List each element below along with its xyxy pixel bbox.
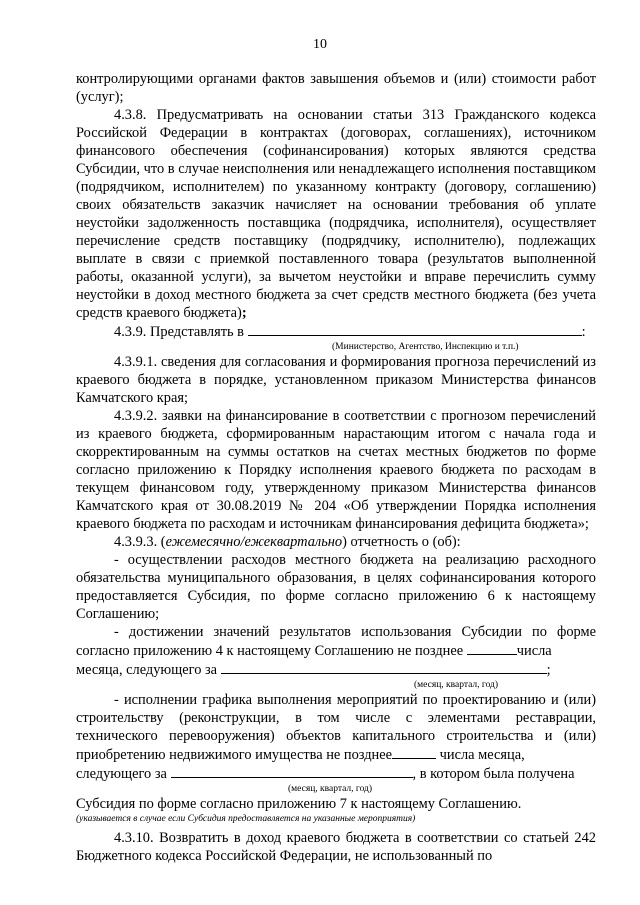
- paragraph-4-3-8: [76, 106, 596, 322]
- bullet-results-text: - достижении значений результатов использования Субсидии по форме согласно приложению 4 к настоящему Соглашению не позднее: [76, 624, 596, 659]
- paragraph-4-3-10: 4.3.10. Возвратить в доход краевого бюджета в соответствии со статьей 242 Бюджетного кодекса Российской Федерации, не использованный по: [76, 830, 596, 864]
- hint-period-2: (месяц, квартал, год): [288, 784, 373, 794]
- bullet-schedule-month-label: следующего за: [76, 766, 167, 782]
- paragraph-4-3-9-end: :: [581, 324, 586, 340]
- periodicity-option: ежемесячно/ежеквартально: [165, 534, 343, 550]
- paragraph-4-3-9-label: 4.3.9. Представлять в: [114, 324, 244, 340]
- hint-ministry: (Министерство, Агентство, Инспекцию и т.п.): [332, 342, 519, 352]
- bullet-schedule: [76, 691, 596, 764]
- blank-field-ministry[interactable]: [248, 322, 582, 336]
- bullet-results-day-label: числа: [516, 643, 552, 659]
- bullet-results-line2: [76, 660, 596, 679]
- blank-field-day-2[interactable]: [392, 745, 436, 759]
- paragraph-4-3-8-text: 4.3.8. Предусматривать на основании статьи 313 Гражданского кодекса Российской Федерации в контрактах (договорах, соглашениях), источником финансового обеспечения (софинансирования) которых являются средства Субсидии, что в случае неисполнения или ненадлежащего исполнения поставщиком (подрядчиком, исполнителем) по указанному контракту (договору, соглашению) своих обязательств заказчик начисляет на основании требования об уплате неустойки задолженность поставщика (подрядчика, исполнителя), осуществляет перечисление средств поставщику (подрядчику, исполнителю), подлежащих выплате в связи с приемкой поставленного товара (результатов выполненной работы, оказанной услуги), за вычетом неустойки и вправе перечислить сумму неустойки в доход местного бюджета за счет средств местного бюджета (без учета средств краевого бюджета): [76, 107, 596, 321]
- bullet-schedule-text: - исполнении графика выполнения мероприятий по проектированию и (или) строительству (реконструкции, в том числе с элементами реставрации, технического перевооружения) объектов капитального строительства и (или) приобретению недвижимого имущества не позднее: [76, 692, 596, 763]
- paragraph-4-3-9: [76, 322, 596, 341]
- bullet-expenses: - осуществлении расходов местного бюджета на реализацию расходного обязательства муниципального образования, в целях софинансирования которого предоставляется Субсидия, по форме согласно приложению 6 к настоящему Соглашению;: [76, 552, 596, 622]
- page-number: 10: [313, 37, 327, 52]
- blank-field-period[interactable]: [221, 660, 547, 674]
- paragraph-4-3-9-1: 4.3.9.1. сведения для согласования и формирования прогноза перечислений из краевого бюджета в порядке, установленном приказом Министерства финансов Камчатского края;: [76, 354, 596, 406]
- bullet-results-end: ;: [546, 662, 551, 678]
- bullet-results: [76, 623, 596, 660]
- paragraph-continuation: контролирующими органами фактов завышения объемов и (или) стоимости работ (услуг);: [76, 71, 596, 105]
- paragraph-4-3-9-3-rest: ) отчетность о (об):: [342, 534, 461, 550]
- paragraph-4-3-9-3: [76, 533, 596, 551]
- blank-field-day[interactable]: [467, 641, 517, 655]
- bullet-schedule-line2: [76, 764, 596, 783]
- paragraph-4-3-9-3-num: 4.3.9.3. (: [114, 534, 166, 550]
- bullet-schedule-received: , в котором была получена: [412, 766, 575, 782]
- hint-period-1: (месяц, квартал, год): [414, 680, 499, 690]
- blank-field-period-2[interactable]: [171, 764, 413, 778]
- bullet-schedule-day-label: числа месяца,: [439, 747, 525, 763]
- note-schedule: (указывается в случае если Субсидия предоставляется на указанные мероприятия): [76, 814, 416, 824]
- paragraph-4-3-9-2: 4.3.9.2. заявки на финансирование в соответствии с прогнозом перечислений из краевого бюджета, сформированным нарастающим итогом с начала года и скорректированным на суммы остатков на счетах местных бюджетов по форме согласно приложению к Порядку исполнения краевого бюджета по расходам в текущем финансовом году, утвержденному приказом Министерства финансов Камчатского края от 30.08.2019 № 204 «Об утверждении Порядка исполнения краевого бюджета по расходам и источникам финансирования дефицита бюджета»;: [76, 408, 596, 532]
- document-body: [76, 70, 596, 865]
- paragraph-4-3-8-end: ;: [241, 305, 247, 321]
- bullet-results-month-label: месяца, следующего за: [76, 662, 218, 678]
- bullet-schedule-end: Субсидия по форме согласно приложению 7 к настоящему Соглашению.: [76, 796, 522, 812]
